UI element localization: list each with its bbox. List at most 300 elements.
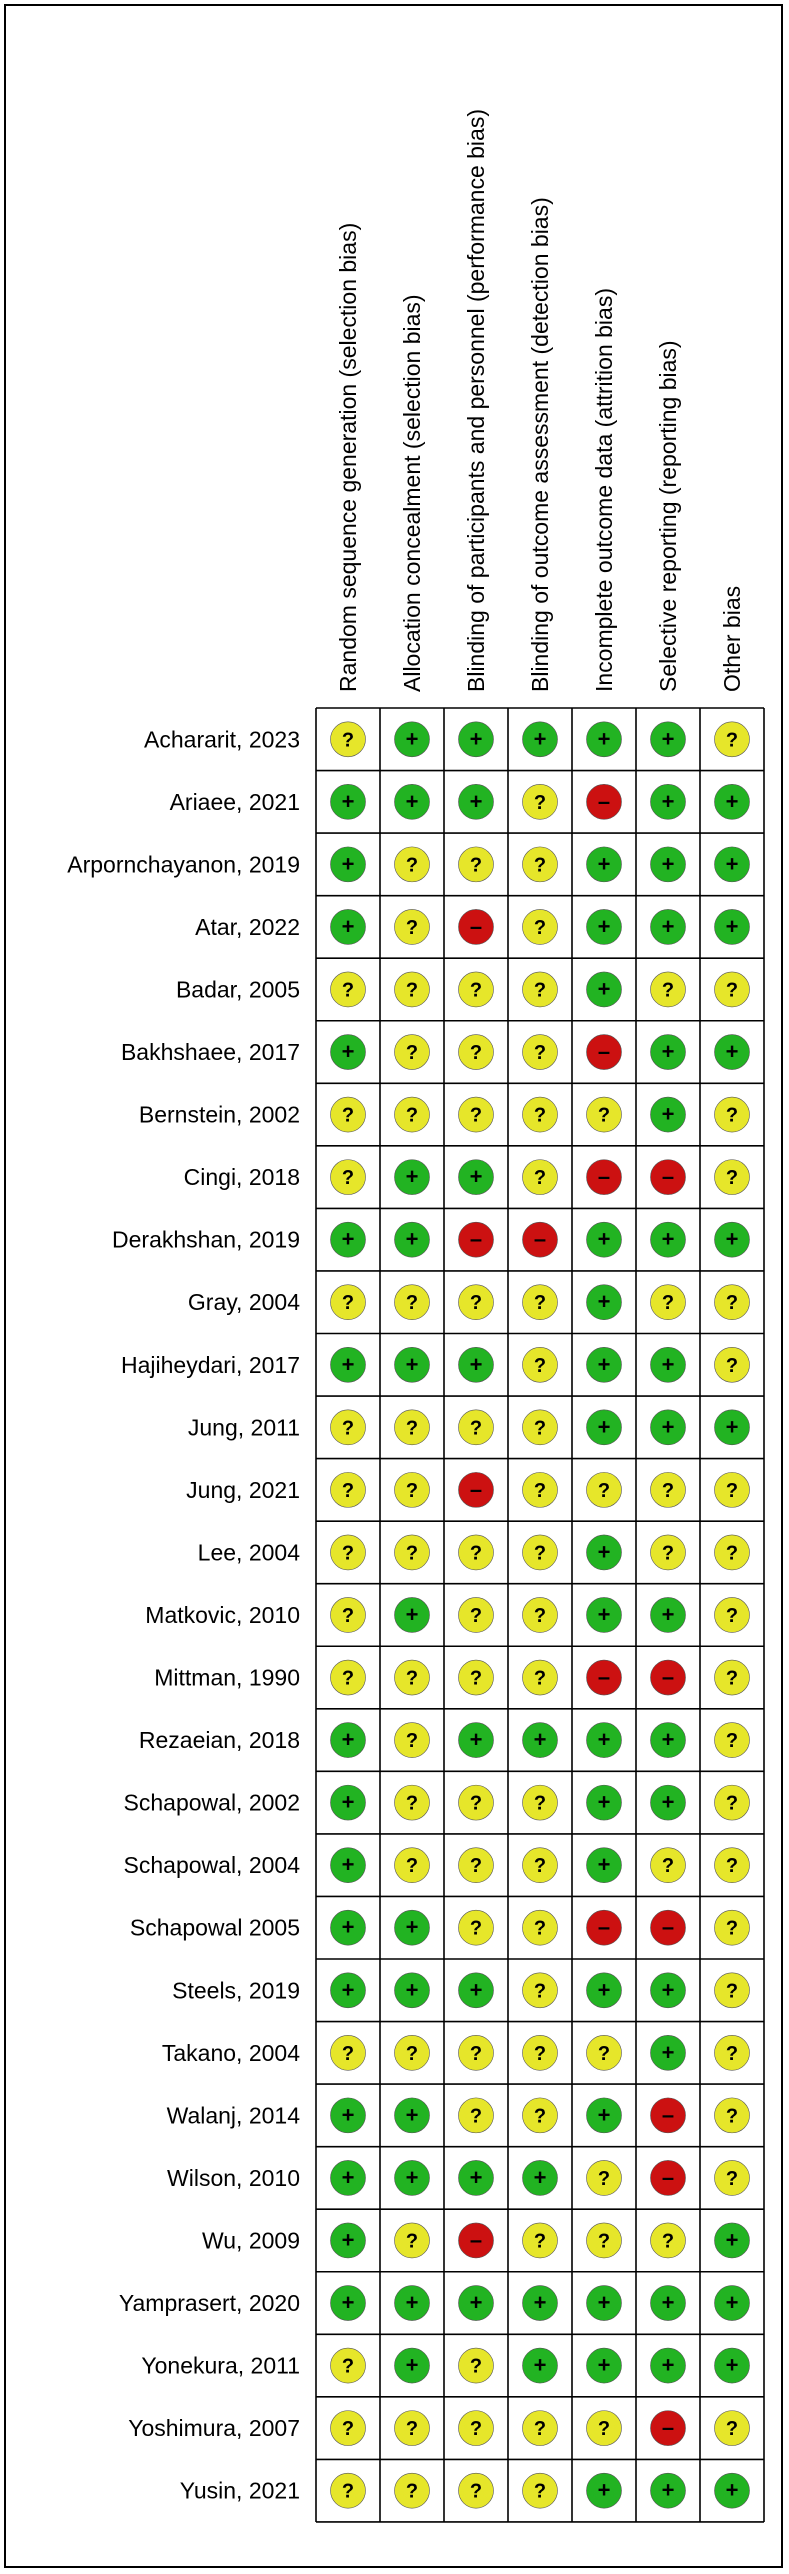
rating-unclear-risk xyxy=(715,1535,750,1570)
rating-symbol: + xyxy=(405,788,419,814)
rating-symbol: + xyxy=(469,1351,483,1377)
rating-symbol: ? xyxy=(469,2480,483,2503)
rating-unclear-risk xyxy=(523,1472,558,1507)
rating-low-risk xyxy=(587,1785,622,1820)
rating-low-risk xyxy=(331,1222,366,1257)
rating-symbol: ? xyxy=(533,1292,547,1315)
rating-symbol: ? xyxy=(405,2230,419,2253)
rating-high-risk xyxy=(651,1910,686,1945)
rating-symbol: ? xyxy=(341,2480,355,2503)
rating-symbol: ? xyxy=(533,2105,547,2128)
rating-unclear-risk xyxy=(459,1910,494,1945)
rating-low-risk xyxy=(395,784,430,819)
rating-symbol: + xyxy=(661,788,675,814)
rating-symbol: ? xyxy=(533,1417,547,1440)
rating-unclear-risk xyxy=(395,1472,430,1507)
rating-unclear-risk xyxy=(331,1160,366,1195)
rating-symbol: + xyxy=(597,976,611,1002)
rating-symbol: + xyxy=(597,851,611,877)
rating-symbol: – xyxy=(661,1914,675,1940)
rating-symbol: ? xyxy=(341,1667,355,1690)
rating-low-risk xyxy=(587,1973,622,2008)
rating-symbol: ? xyxy=(341,979,355,1002)
rating-unclear-risk xyxy=(523,847,558,882)
study-label: Gray, 2004 xyxy=(187,1289,300,1316)
rating-unclear-risk xyxy=(651,2223,686,2258)
rating-unclear-risk xyxy=(395,909,430,944)
study-label: Matkovic, 2010 xyxy=(145,1601,300,1628)
rating-symbol: + xyxy=(405,1914,419,1940)
rating-symbol: + xyxy=(341,2227,355,2253)
rating-unclear-risk xyxy=(715,1285,750,1320)
rating-symbol: ? xyxy=(469,2355,483,2378)
rating-symbol: ? xyxy=(469,1667,483,1690)
rating-unclear-risk xyxy=(459,1597,494,1632)
rating-symbol: + xyxy=(341,1914,355,1940)
rating-symbol: + xyxy=(725,1039,739,1065)
study-label: Yamprasert, 2020 xyxy=(118,2290,300,2317)
rating-unclear-risk xyxy=(459,847,494,882)
rating-symbol: ? xyxy=(661,1479,675,1502)
rating-symbol: ? xyxy=(533,1917,547,1940)
rating-low-risk xyxy=(395,722,430,757)
rating-symbol: ? xyxy=(405,1855,419,1878)
rating-symbol: ? xyxy=(469,2042,483,2065)
rating-low-risk xyxy=(331,1973,366,2008)
study-label: Jung, 2021 xyxy=(186,1476,300,1503)
study-label: Achararit, 2023 xyxy=(144,726,300,753)
rating-unclear-risk xyxy=(651,1848,686,1883)
study-label: Walanj, 2014 xyxy=(166,2102,300,2129)
rating-symbol: + xyxy=(469,1727,483,1753)
rating-high-risk xyxy=(587,784,622,819)
rating-symbol: + xyxy=(341,1977,355,2003)
rating-symbol: ? xyxy=(341,1104,355,1127)
rating-unclear-risk xyxy=(459,1035,494,1070)
rating-symbol: + xyxy=(725,1414,739,1440)
rating-high-risk xyxy=(651,2160,686,2195)
rating-symbol: + xyxy=(725,2290,739,2316)
rating-high-risk xyxy=(651,1660,686,1695)
rating-unclear-risk xyxy=(523,1347,558,1382)
rating-low-risk xyxy=(715,1035,750,1070)
rating-unclear-risk xyxy=(459,1285,494,1320)
rating-symbol: ? xyxy=(725,2418,739,2441)
rating-symbol: + xyxy=(341,851,355,877)
rating-low-risk xyxy=(523,2286,558,2321)
rating-symbol: + xyxy=(533,2290,547,2316)
rating-symbol: ? xyxy=(533,2230,547,2253)
rating-symbol: ? xyxy=(469,1417,483,1440)
column-label: Random sequence generation (selection bias) xyxy=(335,222,361,692)
rating-symbol: – xyxy=(469,1476,483,1502)
rating-low-risk xyxy=(395,1222,430,1257)
study-label: Jung, 2011 xyxy=(187,1414,300,1441)
rating-symbol: ? xyxy=(725,1292,739,1315)
rating-symbol: ? xyxy=(469,1542,483,1565)
rating-symbol: ? xyxy=(725,1855,739,1878)
rating-symbol: ? xyxy=(725,2167,739,2190)
rating-low-risk xyxy=(651,2473,686,2508)
study-label: Wu, 2009 xyxy=(201,2227,300,2254)
rating-unclear-risk xyxy=(331,1472,366,1507)
rating-low-risk xyxy=(331,1723,366,1758)
column-label: Selective reporting (reporting bias) xyxy=(655,340,681,692)
rating-low-risk xyxy=(523,1723,558,1758)
rating-low-risk xyxy=(651,2035,686,2070)
rating-unclear-risk xyxy=(523,1285,558,1320)
rating-high-risk xyxy=(651,1160,686,1195)
rating-low-risk xyxy=(651,722,686,757)
rating-symbol: + xyxy=(661,913,675,939)
rating-symbol: ? xyxy=(341,1604,355,1627)
rating-symbol: ? xyxy=(533,1167,547,1190)
rating-high-risk xyxy=(587,1910,622,1945)
rating-symbol: ? xyxy=(533,1792,547,1815)
rating-symbol: ? xyxy=(341,2418,355,2441)
rating-symbol: + xyxy=(597,1539,611,1565)
rating-symbol: + xyxy=(405,2352,419,2378)
rating-unclear-risk xyxy=(523,909,558,944)
rating-symbol: + xyxy=(341,1727,355,1753)
rating-low-risk xyxy=(331,2160,366,2195)
rating-low-risk xyxy=(715,1222,750,1257)
rating-high-risk xyxy=(459,1222,494,1257)
rating-symbol: ? xyxy=(661,1292,675,1315)
study-label: Bernstein, 2002 xyxy=(138,1101,300,1128)
rating-low-risk xyxy=(587,1535,622,1570)
rating-symbol: ? xyxy=(533,1042,547,1065)
rating-symbol: + xyxy=(725,2477,739,2503)
rating-symbol: + xyxy=(661,2039,675,2065)
rating-unclear-risk xyxy=(459,1410,494,1445)
study-label: Ariaee, 2021 xyxy=(169,788,300,815)
rating-symbol: + xyxy=(533,1727,547,1753)
study-label: Yonekura, 2011 xyxy=(141,2352,300,2379)
rating-unclear-risk xyxy=(587,2223,622,2258)
rating-low-risk xyxy=(587,1347,622,1382)
rating-unclear-risk xyxy=(715,2098,750,2133)
rating-symbol: – xyxy=(469,913,483,939)
study-label: Arpornchayanon, 2019 xyxy=(67,851,300,878)
rating-low-risk xyxy=(395,2160,430,2195)
rating-symbol: + xyxy=(725,913,739,939)
rating-unclear-risk xyxy=(395,1848,430,1883)
rating-symbol: ? xyxy=(341,2355,355,2378)
rating-low-risk xyxy=(651,847,686,882)
rating-low-risk xyxy=(459,2160,494,2195)
rating-low-risk xyxy=(459,1160,494,1195)
rating-symbol: + xyxy=(405,2164,419,2190)
rating-low-risk xyxy=(587,1723,622,1758)
rating-low-risk xyxy=(331,1035,366,1070)
rating-symbol: ? xyxy=(533,1980,547,2003)
rating-unclear-risk xyxy=(715,1785,750,1820)
rating-symbol: ? xyxy=(469,1855,483,1878)
rating-symbol: ? xyxy=(405,916,419,939)
rating-unclear-risk xyxy=(715,1910,750,1945)
rating-low-risk xyxy=(331,1910,366,1945)
rating-symbol: – xyxy=(661,2164,675,2190)
rating-symbol: + xyxy=(405,2290,419,2316)
rating-symbol: ? xyxy=(597,2167,611,2190)
rating-unclear-risk xyxy=(395,2223,430,2258)
rating-low-risk xyxy=(651,1785,686,1820)
rating-low-risk xyxy=(651,1097,686,1132)
study-label: Steels, 2019 xyxy=(172,1977,300,2004)
rating-symbol: ? xyxy=(405,979,419,1002)
rating-symbol: ? xyxy=(341,1292,355,1315)
rating-low-risk xyxy=(715,1410,750,1445)
rating-symbol: + xyxy=(597,2352,611,2378)
rating-unclear-risk xyxy=(331,2411,366,2446)
rating-symbol: + xyxy=(597,1351,611,1377)
rating-unclear-risk xyxy=(395,847,430,882)
rating-symbol: + xyxy=(725,2352,739,2378)
rating-symbol: ? xyxy=(533,1667,547,1690)
rating-low-risk xyxy=(587,1848,622,1883)
rating-symbol: ? xyxy=(725,1479,739,1502)
rating-unclear-risk xyxy=(587,2160,622,2195)
column-label: Blinding of participants and personnel (performance bias) xyxy=(463,109,489,692)
rating-symbol: ? xyxy=(725,1667,739,1690)
rating-symbol: ? xyxy=(725,1104,739,1127)
rating-unclear-risk xyxy=(331,2035,366,2070)
rating-unclear-risk xyxy=(715,1723,750,1758)
rating-unclear-risk xyxy=(523,2473,558,2508)
rating-symbol: ? xyxy=(725,1167,739,1190)
rating-symbol: + xyxy=(341,2164,355,2190)
rating-low-risk xyxy=(331,1347,366,1382)
rating-symbol: ? xyxy=(661,1542,675,1565)
rating-symbol: + xyxy=(661,1977,675,2003)
rating-low-risk xyxy=(587,2348,622,2383)
rating-high-risk xyxy=(459,1472,494,1507)
study-label: Badar, 2005 xyxy=(175,976,300,1003)
rating-unclear-risk xyxy=(651,1535,686,1570)
rating-symbol: ? xyxy=(405,2042,419,2065)
rating-unclear-risk xyxy=(523,1660,558,1695)
study-label: Mittman, 1990 xyxy=(154,1664,300,1691)
rating-unclear-risk xyxy=(523,2411,558,2446)
rating-low-risk xyxy=(395,1597,430,1632)
rating-symbol: ? xyxy=(405,2480,419,2503)
rating-unclear-risk xyxy=(715,1597,750,1632)
rating-symbol: ? xyxy=(341,1167,355,1190)
rating-low-risk xyxy=(651,1035,686,1070)
study-label: Bakhshaee, 2017 xyxy=(120,1039,300,1066)
rating-symbol: + xyxy=(405,1226,419,1252)
rating-symbol: ? xyxy=(533,1479,547,1502)
rating-symbol: + xyxy=(661,1789,675,1815)
rating-symbol: + xyxy=(469,1977,483,2003)
rating-symbol: ? xyxy=(661,979,675,1002)
rating-symbol: ? xyxy=(469,2105,483,2128)
column-label: Allocation concealment (selection bias) xyxy=(399,294,425,692)
rating-low-risk xyxy=(395,1973,430,2008)
rating-symbol: ? xyxy=(405,1667,419,1690)
rating-unclear-risk xyxy=(331,1660,366,1695)
study-label: Schapowal, 2004 xyxy=(123,1852,300,1879)
rating-symbol: + xyxy=(661,1039,675,1065)
rating-symbol: ? xyxy=(661,1855,675,1878)
rating-symbol: + xyxy=(597,1727,611,1753)
rating-symbol: + xyxy=(597,1289,611,1315)
rating-symbol: + xyxy=(405,2102,419,2128)
rating-unclear-risk xyxy=(715,1848,750,1883)
rating-symbol: ? xyxy=(725,1917,739,1940)
rating-symbol: ? xyxy=(469,1917,483,1940)
rating-unclear-risk xyxy=(395,1035,430,1070)
rating-unclear-risk xyxy=(651,1472,686,1507)
rating-unclear-risk xyxy=(395,1660,430,1695)
rating-low-risk xyxy=(651,2286,686,2321)
rating-symbol: + xyxy=(597,1601,611,1627)
rating-unclear-risk xyxy=(331,1285,366,1320)
rating-low-risk xyxy=(331,1785,366,1820)
rating-symbol: ? xyxy=(597,1104,611,1127)
study-label: Schapowal 2005 xyxy=(129,1914,300,1941)
rating-low-risk xyxy=(395,2286,430,2321)
rating-low-risk xyxy=(395,1910,430,1945)
rating-symbol: ? xyxy=(725,2042,739,2065)
rating-unclear-risk xyxy=(395,972,430,1007)
rating-symbol: + xyxy=(597,1977,611,2003)
rating-low-risk xyxy=(459,2286,494,2321)
rating-symbol: ? xyxy=(533,2418,547,2441)
rating-symbol: + xyxy=(725,788,739,814)
rating-unclear-risk xyxy=(331,1535,366,1570)
rating-symbol: ? xyxy=(405,2418,419,2441)
rating-symbol: – xyxy=(469,1226,483,1252)
rating-low-risk xyxy=(395,1160,430,1195)
rating-unclear-risk xyxy=(715,1973,750,2008)
rating-symbol: – xyxy=(597,788,611,814)
rating-symbol: + xyxy=(533,2352,547,2378)
rating-symbol: ? xyxy=(469,1792,483,1815)
rating-symbol: + xyxy=(661,1414,675,1440)
rating-symbol: ? xyxy=(725,729,739,752)
rating-unclear-risk xyxy=(715,1660,750,1695)
study-label: Atar, 2022 xyxy=(195,913,300,940)
rating-unclear-risk xyxy=(715,722,750,757)
rating-symbol: + xyxy=(341,2290,355,2316)
rating-symbol: ? xyxy=(533,2042,547,2065)
rating-unclear-risk xyxy=(523,1097,558,1132)
rating-symbol: + xyxy=(341,1226,355,1252)
rating-unclear-risk xyxy=(715,2411,750,2446)
rating-symbol: ? xyxy=(533,2480,547,2503)
rating-low-risk xyxy=(459,784,494,819)
rating-symbol: + xyxy=(661,2352,675,2378)
rating-symbol: ? xyxy=(661,2230,675,2253)
rating-symbol: ? xyxy=(405,1042,419,1065)
rating-high-risk xyxy=(587,1160,622,1195)
rating-symbol: + xyxy=(661,726,675,752)
study-label: Yusin, 2021 xyxy=(179,2477,300,2504)
rating-symbol: ? xyxy=(341,1479,355,1502)
rating-symbol: ? xyxy=(533,979,547,1002)
study-label: Cingi, 2018 xyxy=(183,1164,300,1191)
rating-symbol: ? xyxy=(469,1104,483,1127)
rating-unclear-risk xyxy=(587,2035,622,2070)
rating-symbol: + xyxy=(597,913,611,939)
rating-unclear-risk xyxy=(395,2035,430,2070)
column-label: Incomplete outcome data (attrition bias) xyxy=(591,288,617,692)
rating-low-risk xyxy=(651,1410,686,1445)
rating-symbol: + xyxy=(405,1601,419,1627)
rating-low-risk xyxy=(523,2348,558,2383)
rating-unclear-risk xyxy=(523,1160,558,1195)
rating-unclear-risk xyxy=(459,2411,494,2446)
rating-unclear-risk xyxy=(523,784,558,819)
rating-symbol: + xyxy=(341,1789,355,1815)
rating-symbol: + xyxy=(341,2102,355,2128)
rating-unclear-risk xyxy=(715,1097,750,1132)
rating-symbol: + xyxy=(405,1164,419,1190)
rating-low-risk xyxy=(523,722,558,757)
rating-unclear-risk xyxy=(523,1910,558,1945)
rating-low-risk xyxy=(715,2473,750,2508)
rating-low-risk xyxy=(715,784,750,819)
study-label: Schapowal, 2002 xyxy=(123,1789,300,1816)
rating-symbol: + xyxy=(661,1351,675,1377)
rating-symbol: + xyxy=(661,1101,675,1127)
rating-symbol: ? xyxy=(533,1104,547,1127)
rating-symbol: ? xyxy=(469,1042,483,1065)
rating-low-risk xyxy=(459,1347,494,1382)
rating-unclear-risk xyxy=(651,972,686,1007)
rating-unclear-risk xyxy=(459,1097,494,1132)
column-label: Blinding of outcome assessment (detection bias) xyxy=(527,197,553,692)
rating-unclear-risk xyxy=(395,1285,430,1320)
rating-unclear-risk xyxy=(587,1472,622,1507)
rating-symbol: + xyxy=(661,1226,675,1252)
rating-symbol: ? xyxy=(725,1792,739,1815)
rating-symbol: + xyxy=(469,788,483,814)
rating-high-risk xyxy=(651,2098,686,2133)
rating-unclear-risk xyxy=(459,2348,494,2383)
rating-low-risk xyxy=(651,909,686,944)
rating-low-risk xyxy=(715,2348,750,2383)
rating-low-risk xyxy=(331,909,366,944)
rating-symbol: ? xyxy=(405,1104,419,1127)
rating-symbol: ? xyxy=(405,854,419,877)
rating-high-risk xyxy=(459,909,494,944)
rating-unclear-risk xyxy=(715,1160,750,1195)
rating-low-risk xyxy=(715,909,750,944)
rating-symbol: ? xyxy=(725,1354,739,1377)
rating-low-risk xyxy=(587,1597,622,1632)
rating-unclear-risk xyxy=(523,1973,558,2008)
rating-low-risk xyxy=(587,1410,622,1445)
rating-low-risk xyxy=(651,784,686,819)
rating-low-risk xyxy=(651,1347,686,1382)
rating-symbol: + xyxy=(597,726,611,752)
rating-unclear-risk xyxy=(715,2160,750,2195)
rating-symbol: + xyxy=(597,1852,611,1878)
rating-unclear-risk xyxy=(587,1097,622,1132)
rating-symbol: + xyxy=(341,1852,355,1878)
rating-low-risk xyxy=(395,2098,430,2133)
rating-low-risk xyxy=(651,1723,686,1758)
rating-low-risk xyxy=(587,972,622,1007)
rating-unclear-risk xyxy=(459,1660,494,1695)
rating-symbol: ? xyxy=(341,1417,355,1440)
rating-symbol: + xyxy=(597,2290,611,2316)
rating-unclear-risk xyxy=(715,1472,750,1507)
rating-symbol: + xyxy=(341,1351,355,1377)
